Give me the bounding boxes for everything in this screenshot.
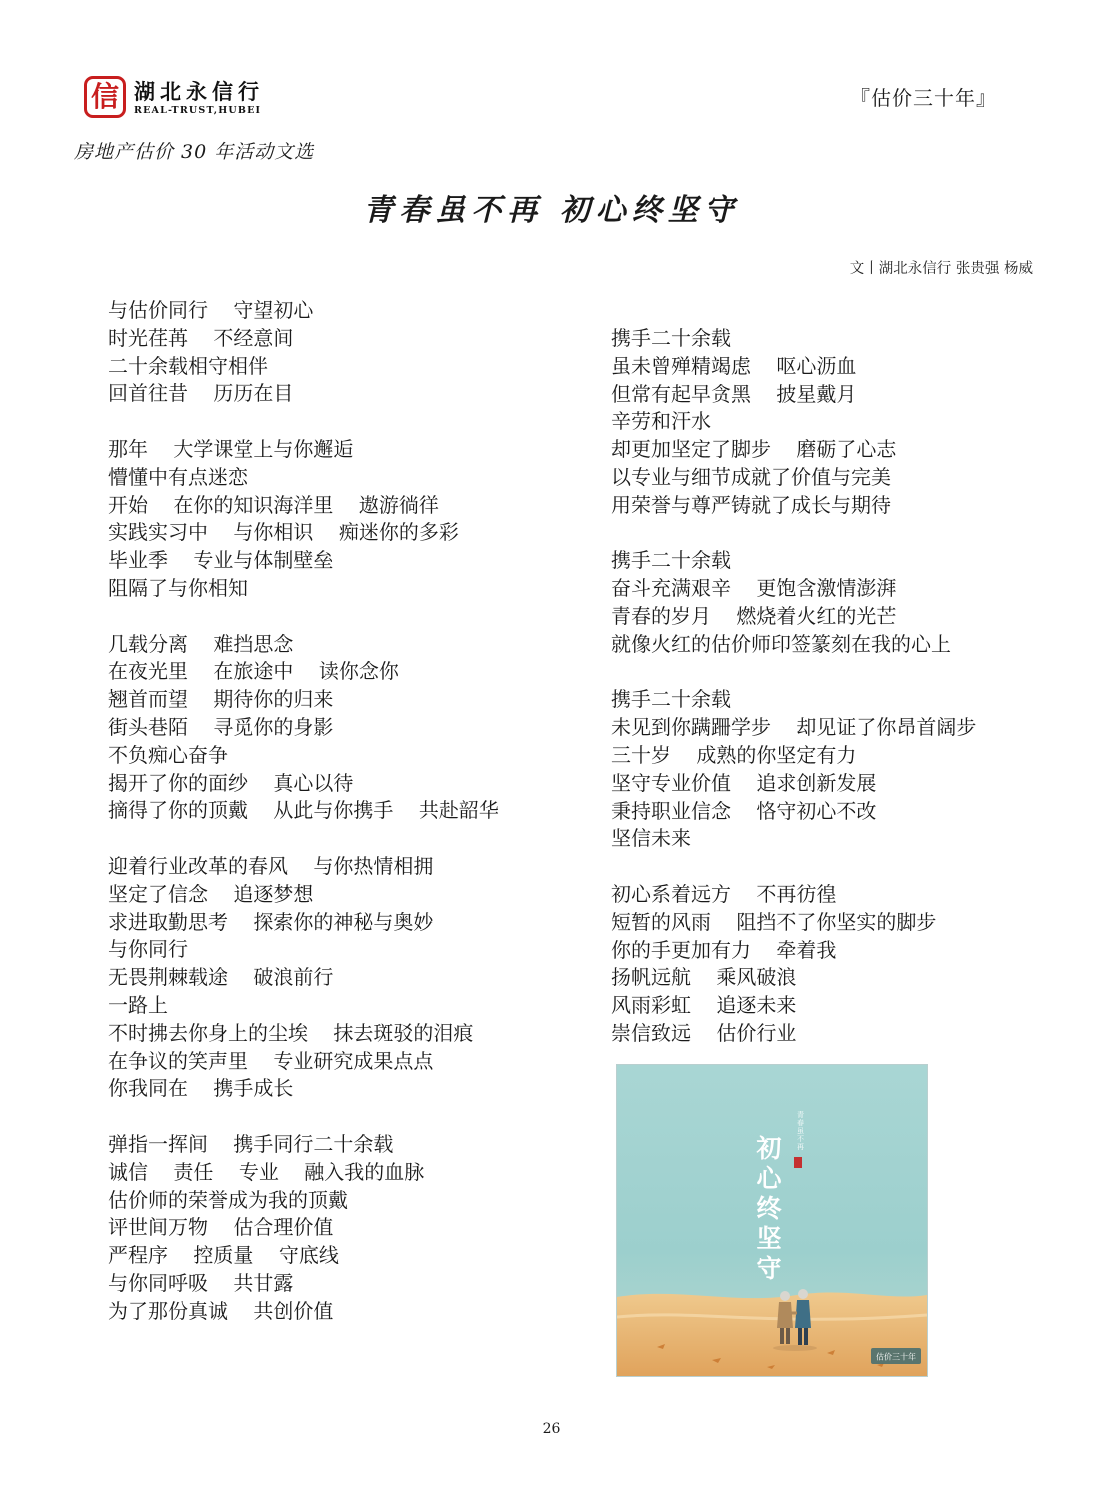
page-number: 26 [542,1421,561,1437]
poster-title-char: 心 [756,1164,782,1193]
poem-line: 辛劳和汗水 [611,409,711,434]
poem-line: 毕业季 专业与体制壁垒 [108,548,334,573]
poem-line: 为了那份真诚 共创价值 [108,1298,334,1323]
poster-badge: 估价三十年 [876,1352,916,1362]
logo-seal-icon: 信 [84,76,126,118]
poem-stanza [611,325,976,520]
poem-stanza [611,881,976,1048]
poem-line: 青春的岁月 燃烧着火红的光芒 [611,603,897,628]
poem-stanza [108,631,499,826]
poem-stanza [108,853,499,1103]
poem-line: 未见到你蹒跚学步 却见证了你昂首阔步 [611,715,977,740]
poem-line: 坚信未来 [611,826,691,851]
poem-stanza [108,1131,499,1326]
poem-line: 二十余载相守相伴 [108,353,268,378]
poem-column-left [108,297,499,1353]
company-name-en: REAL-TRUST,HUBEI [134,105,262,116]
poem-line: 实践实习中 与你相识 痴迷你的多彩 [108,520,459,545]
poster-title-char: 守 [756,1254,782,1283]
poem-line: 在争议的笑声里 专业研究成果点点 [108,1048,434,1073]
company-name-cn: 湖北永信行 [134,80,264,104]
series-title: 房地产估价 30 年活动文选 [74,141,315,163]
poem-line: 坚定了信念 追逐梦想 [108,881,314,906]
poem-line: 你的手更加有力 牵着我 [611,937,837,962]
poem-line: 奋斗充满艰辛 更饱含激情澎湃 [611,576,897,601]
poem-line: 回首往昔 历历在目 [108,381,294,406]
poem-line: 风雨彩虹 追逐未来 [611,993,797,1018]
poem-line: 街头巷陌 寻觅你的身影 [108,714,334,739]
poem-line: 但常有起早贪黑 披星戴月 [611,381,857,406]
poem-line: 坚守专业价值 追求创新发展 [611,770,877,795]
header-tag: 『估价三十年』 [850,86,997,110]
poem-line: 秉持职业信念 恪守初心不改 [611,798,877,823]
poem-line: 就像火红的估价师印签篆刻在我的心上 [611,631,951,656]
poem-line: 在夜光里 在旅途中 读你念你 [108,659,399,684]
poem-line: 迎着行业改革的春风 与你热情相拥 [108,853,434,878]
poster-seal-icon [794,1157,802,1168]
company-logo [84,76,294,122]
poem-line: 一路上 [108,992,168,1017]
poem-line: 扬帆远航 乘风破浪 [611,965,797,990]
poster-title-char: 初 [756,1134,782,1163]
poem-column-right [611,325,976,1076]
poem-line: 与估价同行 守望初心 [108,298,314,322]
poem-line: 无畏荆棘载途 破浪前行 [108,965,334,990]
poem-line: 崇信致远 估价行业 [611,1020,797,1045]
poem-line: 虽未曾殚精竭虑 呕心沥血 [611,353,857,378]
article-title: 青春虽不再 初心终坚守 [363,193,740,228]
poem-line: 以专业与细节成就了价值与完美 [611,464,891,489]
poem-line: 不时拂去你身上的尘埃 抹去斑驳的泪痕 [108,1020,474,1045]
poster-vertical-caption: 青春虽不再 [797,1111,804,1151]
poem-line: 携手二十余载 [611,548,731,573]
poster-title-char: 坚 [756,1224,782,1253]
poem-stanza [108,297,499,408]
poem-line: 短暂的风雨 阻挡不了你坚实的脚步 [611,909,937,934]
poem-line: 阻隔了与你相知 [108,575,248,600]
poem-line: 懵懂中有点迷恋 [108,464,248,489]
poem-line: 估价师的荣誉成为我的顶戴 [108,1187,348,1212]
poem-line: 与你同呼吸 共甘露 [108,1270,294,1295]
poem-line: 那年 大学课堂上与你邂逅 [108,436,354,461]
poem-line: 评世间万物 估合理价值 [108,1215,334,1240]
poem-stanza [611,686,976,853]
poem-line: 携手二十余载 [611,326,731,350]
poem-line: 开始 在你的知识海洋里 遨游徜徉 [108,492,439,517]
poem-line: 几载分离 难挡思念 [108,631,294,656]
poem-line: 求进取勤思考 探索你的神秘与奥妙 [108,909,434,934]
poem-line: 翘首而望 期待你的归来 [108,687,334,712]
poem-line: 诚信 责任 专业 融入我的血脉 [108,1159,425,1184]
poem-line: 你我同在 携手成长 [108,1076,294,1101]
poem-line: 弹指一挥间 携手同行二十余载 [108,1131,394,1156]
article-byline: 文丨湖北永信行 张贵强 杨威 [849,261,1033,277]
poem-line: 三十岁 成熟的你坚定有力 [611,742,857,767]
poster-title-char: 终 [756,1194,782,1223]
poem-line: 却更加坚定了脚步 磨砺了心志 [611,437,897,462]
poem-line: 初心系着远方 不再彷徨 [611,881,837,906]
poem-line: 不负痴心奋争 [108,742,228,767]
poem-line: 时光荏苒 不经意间 [108,325,294,350]
poster-title-text [755,1134,782,1283]
poem-line: 与你同行 [108,937,188,962]
poem-line: 用荣誉与尊严铸就了成长与期待 [611,492,891,517]
poem-stanza [108,436,499,603]
poem-line: 携手二十余载 [611,687,731,712]
poem-line: 摘得了你的顶戴 从此与你携手 共赴韶华 [108,798,499,823]
poem-line: 严程序 控质量 守底线 [108,1243,339,1268]
poem-stanza [611,547,976,658]
poster-image [616,1064,928,1377]
poem-line: 揭开了你的面纱 真心以待 [108,770,354,795]
